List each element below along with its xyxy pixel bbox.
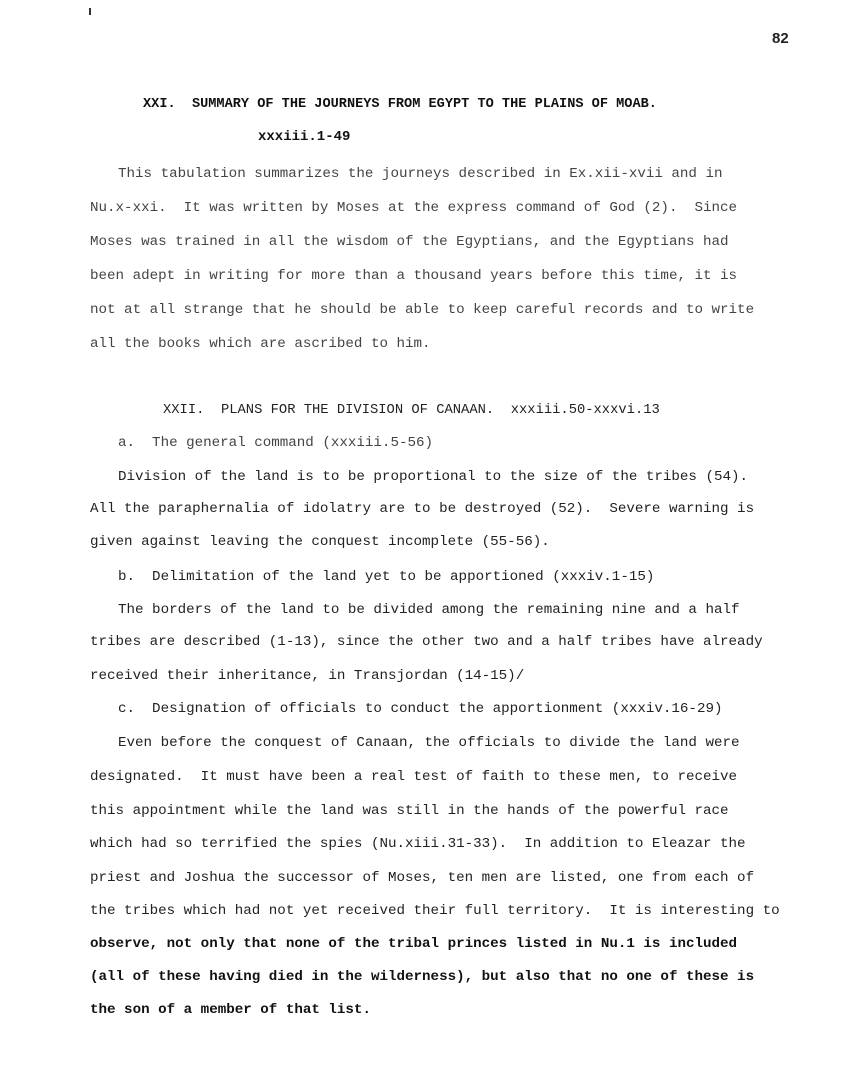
paragraph-line: observe, not only that none of the tribal princes listed in Nu.1 is included [90, 936, 738, 952]
paragraph-line: Moses was trained in all the wisdom of the Egyptians, and the Egyptians had [90, 234, 729, 250]
page-number: 82 [772, 30, 789, 47]
paragraph-line: All the paraphernalia of idolatry are to be destroyed (52). Severe warning is [90, 501, 755, 517]
stray-mark [89, 8, 91, 15]
paragraph-line: received their inheritance, in Transjordan (14-15)/ [90, 668, 525, 684]
paragraph-line: which had so terrified the spies (Nu.xiii.31-33). In addition to Eleazar the [90, 836, 746, 852]
section-21-heading: XXI. SUMMARY OF THE JOURNEYS FROM EGYPT TO THE PLAINS OF MOAB. [143, 97, 657, 112]
paragraph-line: given against leaving the conquest incomplete (55-56). [90, 534, 550, 550]
subsection-b-heading: b. Delimitation of the land yet to be apportioned (xxxiv.1-15) [118, 569, 655, 585]
paragraph-line: tribes are described (1-13), since the other two and a half tribes have already [90, 634, 763, 650]
paragraph-line: (all of these having died in the wilderness), but also that no one of these is [90, 969, 755, 985]
paragraph-line: the son of a member of that list. [90, 1002, 371, 1018]
paragraph-line: Nu.x-xxi. It was written by Moses at the express command of God (2). Since [90, 200, 738, 216]
paragraph-line: all the books which are ascribed to him. [90, 336, 431, 352]
paragraph-line: The borders of the land to be divided among the remaining nine and a half [118, 602, 740, 618]
paragraph-line: Even before the conquest of Canaan, the officials to divide the land were [118, 735, 740, 751]
paragraph-line: designated. It must have been a real test of faith to these men, to receive [90, 769, 738, 785]
paragraph-line: been adept in writing for more than a thousand years before this time, it is [90, 268, 738, 284]
subsection-c-heading: c. Designation of officials to conduct the apportionment (xxxiv.16-29) [118, 701, 723, 717]
paragraph-line: Division of the land is to be proportional to the size of the tribes (54). [118, 469, 749, 485]
section-21-reference: xxxiii.1-49 [258, 129, 351, 145]
paragraph-line: not at all strange that he should be able to keep careful records and to write [90, 302, 755, 318]
subsection-a-heading: a. The general command (xxxiii.5-56) [118, 435, 434, 451]
section-22-heading: XXII. PLANS FOR THE DIVISION OF CANAAN. xxxiii.50-xxxvi.13 [163, 403, 660, 418]
paragraph-line: the tribes which had not yet received their full territory. It is interesting to [90, 903, 780, 919]
paragraph-line: priest and Joshua the successor of Moses, ten men are listed, one from each of [90, 870, 755, 886]
paragraph-line: This tabulation summarizes the journeys described in Ex.xii-xvii and in [118, 166, 723, 182]
paragraph-line: this appointment while the land was still in the hands of the powerful race [90, 803, 729, 819]
